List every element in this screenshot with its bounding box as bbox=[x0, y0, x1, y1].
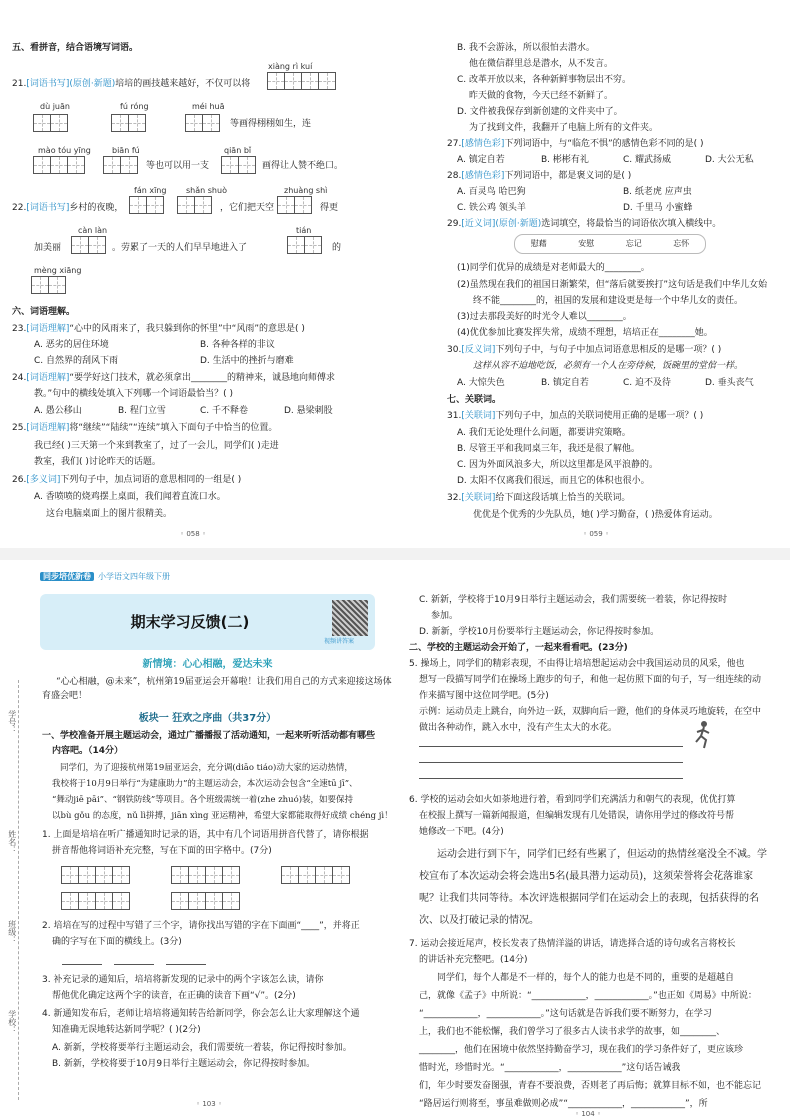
option[interactable]: B. 各种各样的非议 bbox=[200, 340, 275, 350]
q29-s2: (2)虽然现在我们的祖国日渐繁荣，但“落后就要挨打”这句话是我们中华儿女始 bbox=[457, 280, 768, 290]
q29-s4: (4)优优参加比赛发挥失常，成绩不理想，培培正在________她。 bbox=[457, 328, 713, 338]
q2-text2: 确的字写在下面的横线上。(3分) bbox=[52, 937, 182, 947]
q30-sentence: 这样从容不迫地吃饭，必须有一个人在旁侍候，饭碗里的堂倌一样。 bbox=[473, 361, 744, 371]
option[interactable]: A. 百灵鸟 哈巴狗 bbox=[457, 187, 526, 197]
tianzi-grid[interactable] bbox=[34, 114, 68, 132]
option[interactable]: C. 铁公鸡 领头羊 bbox=[457, 203, 526, 213]
q6-text3: 她修改一下吧。(4分) bbox=[419, 827, 504, 837]
q28-text: 28.[感情色彩]下列词语中，都是褒义词的是( ) bbox=[447, 171, 632, 181]
q5-text: 5. 操场上，同学们的精彩表现，不由得让培培想起运动会中我国运动员的风采，他也 bbox=[409, 659, 745, 669]
news-para: 运动会进行到下午，同学们已经有些累了，但运动的热情丝毫没全不减。学 bbox=[437, 849, 767, 860]
option[interactable]: C. 千不释卷 bbox=[200, 406, 249, 416]
q22-line2a: 加美丽 bbox=[34, 243, 62, 253]
q21-line2: 等画得栩栩如生，连 bbox=[230, 119, 312, 129]
q1-text: 1. 上面是培培在听广播通知时记录的语，其中有几个词语用拼音代替了，请你根据 bbox=[42, 830, 369, 840]
option[interactable]: D. 悬梁刺股 bbox=[284, 406, 333, 416]
q29-text: 29.[近义词](原创·新题)选词填空，将最恰当的词语依次填入横线中。 bbox=[447, 219, 722, 229]
pinyin: biān fú bbox=[112, 146, 140, 155]
intro-line: 育盛会吧！ bbox=[42, 691, 88, 701]
tianzi-grid[interactable] bbox=[172, 866, 240, 884]
tianzi-grid[interactable] bbox=[62, 892, 130, 910]
q25-s2: 教室，我们( )讨论昨天的话题。 bbox=[34, 457, 161, 467]
word-option: 忘怀 bbox=[673, 238, 690, 248]
answer-line[interactable] bbox=[419, 778, 683, 779]
answer-line[interactable] bbox=[419, 762, 683, 763]
q24-text: 24.[词语理解]“要学好这门技术，就必须拿出________的精神来，诚恳地向师傅求 bbox=[12, 373, 336, 383]
q21-line3b: 画得让人赞不绝口。 bbox=[262, 161, 344, 171]
page-number: ◦ 104 ◦ bbox=[575, 1110, 602, 1118]
option[interactable]: D. 文件被我保存到新创建的文件夹中了。 bbox=[457, 107, 623, 117]
q22-text: 22.[词语书写]乡村的夜晚， bbox=[12, 203, 124, 213]
binding-line bbox=[18, 680, 19, 1100]
q4-text2: 知准确无误地转达新同学呢？( )(2分) bbox=[52, 1025, 201, 1035]
option[interactable]: D. 垂头丧气 bbox=[705, 378, 754, 388]
notice-line: 以bù gǒu 的态度，nǔ lì拼搏，jiān xìng 亚运精神，希望大家都能取得好成绩 chéng jì！ bbox=[52, 811, 393, 821]
scenario-subtitle: 新情境：心心相融，爱达未来 bbox=[142, 659, 273, 670]
class-label: 班级： bbox=[7, 920, 17, 944]
option[interactable]: D. 千里马 小蜜蜂 bbox=[623, 203, 693, 213]
option-sub: 昨天做的食物，今天已经不新鲜了。 bbox=[469, 91, 614, 101]
pinyin: zhuàng shì bbox=[284, 186, 328, 195]
pinyin: mèng xiāng bbox=[34, 266, 82, 275]
option-sub: 参加。 bbox=[431, 611, 459, 621]
notice-line: 同学们，为了迎接杭州第19届亚运会，充分调(diāo tiáo)动大家的运动热情， bbox=[60, 763, 353, 773]
speech-line: 们，年少时要发奋图强，青春不要浪费，否则老了再后悔；就算目标不如，也不能忘记 bbox=[419, 1081, 762, 1091]
word-option: 慰藉 bbox=[530, 238, 547, 248]
q26-text: 26.[多义词]下列句子中，加点词语的意思相同的一组是( ) bbox=[12, 475, 242, 485]
option-sub: 这台电脑桌面上的图片很精美。 bbox=[46, 509, 173, 519]
word-option: 忘记 bbox=[625, 238, 642, 248]
answer-blank[interactable] bbox=[114, 964, 154, 965]
tianzi-grid[interactable] bbox=[222, 156, 256, 174]
speech-line: “____________，____________。”这句话就是告诉我们要不断努力，在学习 bbox=[419, 1009, 712, 1019]
q2-text: 2. 培培在写的过程中写错了三个字，请你找出写错的字在下面画“____”，并将正 bbox=[42, 921, 360, 931]
pinyin: fú róng bbox=[120, 102, 149, 111]
q31-text: 31.[关联词]下列句子中，加点的关联词使用正确的是哪一项？( ) bbox=[447, 411, 704, 421]
q29-s3: (3)过去那段美好的时光令人难以________。 bbox=[457, 312, 632, 322]
q22-line2b: 。劳累了一天的人们早早地进入了 bbox=[112, 243, 248, 253]
option[interactable]: A. 新新，学校将要举行主题运动会，我们需要统一着装，你记得按时参加。 bbox=[52, 1043, 352, 1053]
tianzi-grid[interactable] bbox=[282, 866, 350, 884]
pinyin: qiān bǐ bbox=[224, 146, 252, 155]
option-sub: 他在微信群里总是潜水，从不发言。 bbox=[469, 59, 614, 69]
speech-line: ________，他们在困境中依然坚持勤奋学习，现在我们的学习条件好了，更应该珍 bbox=[419, 1045, 744, 1055]
notice-line: 我校将于10月9日举行“为建康助力”的主题运动会，本次运动会包含“全速tū jī”、 bbox=[52, 779, 358, 789]
q6-text: 6. 学校的运动会如火如荼地进行着，看到同学们充满活力和朝气的表现，优优打算 bbox=[409, 795, 736, 805]
option[interactable]: C. 新新，学校将于10月9日举行主题运动会，我们需要统一着装，你记得按时 bbox=[419, 595, 728, 605]
section-1-title-cont: 内容吧。（14分） bbox=[52, 746, 124, 756]
section-1-title: 一、学校准备开展主题运动会，通过广播播报了活动通知，一起来听听活动都有哪些 bbox=[42, 731, 376, 741]
tianzi-grid[interactable] bbox=[278, 196, 312, 214]
exam-title: 期末学习反馈(二) bbox=[130, 613, 250, 631]
q7-text: 7. 运动会接近尾声，校长发表了热情洋溢的讲话，请选择合适的诗句或名言将校长 bbox=[409, 939, 736, 949]
tianzi-grid[interactable] bbox=[130, 196, 164, 214]
news-para: 校宣布了本次运动会将会选出5名(最具潜力运动员)，这须荣誉将会花落谁家 bbox=[419, 871, 754, 882]
q32-sentence: 优优是个优秀的少先队员，她( )学习勤奋，( )热爱体育运动。 bbox=[473, 510, 718, 520]
option[interactable]: C. 改革开放以来，各种新鲜事物层出不穷。 bbox=[457, 75, 632, 85]
tianzi-grid[interactable] bbox=[288, 236, 322, 254]
page-number: ◦ 058 ◦ bbox=[180, 530, 207, 538]
q27-text: 27.[感情色彩]下列词语中，与“临危不惧”的感情色彩不同的是( ) bbox=[447, 139, 704, 149]
q3-text: 3. 补充记录的通知后，培培将新发现的记录中的两个字该怎么读，请你 bbox=[42, 975, 324, 985]
page-number: ◦ 059 ◦ bbox=[583, 530, 610, 538]
option[interactable]: C. 自然界的刮风下雨 bbox=[34, 356, 119, 366]
q23-text: 23.[词语理解]“心中的风雨来了，我只躲到你的怀里”中“风雨”的意思是( ) bbox=[12, 324, 305, 334]
q4-text: 4. 新通知发布后，老师让培培将通知转告给新同学，你会怎么让大家理解这个通 bbox=[42, 1009, 360, 1019]
page-059 bbox=[395, 0, 790, 548]
q25-text: 25.[词语理解]将“继续”“陆续”“连续”填入下面句子中恰当的位置。 bbox=[12, 423, 278, 433]
speech-line: “路居运行则将至，事虽难做则必成”“____________，____________”，所 bbox=[419, 1099, 708, 1109]
pinyin: dù juān bbox=[40, 102, 70, 111]
word-bank bbox=[514, 234, 706, 254]
option[interactable]: D. 太阳不仅离我们很远，而且它的体积也很小。 bbox=[457, 476, 650, 486]
q22-line2c: 的 bbox=[332, 243, 342, 253]
title-banner bbox=[40, 594, 375, 650]
q3-text2: 帮他优化确定这两个字的读音，在正确的读音下画“√”。(2分) bbox=[52, 991, 296, 1001]
page-058 bbox=[0, 0, 395, 548]
tianzi-grid[interactable] bbox=[172, 892, 240, 910]
tianzi-grid[interactable] bbox=[32, 276, 66, 294]
q29-s2b: 终不能________的，祖国的发展和建设更是每一个中华儿女的责任。 bbox=[473, 296, 744, 306]
q7-text2: 的讲话补充完整吧。(14分) bbox=[419, 955, 528, 965]
name-label: 姓名： bbox=[7, 830, 17, 854]
answer-blank[interactable] bbox=[62, 964, 102, 965]
answer-line[interactable] bbox=[419, 746, 683, 747]
section-2-title: 二、学校的主题运动会开始了，一起来看看吧。(23分) bbox=[409, 643, 628, 653]
option[interactable]: B. 尽管王平和我同桌三年，我还是很了解他。 bbox=[457, 444, 640, 454]
q1-text2: 拼音帮他将词语补充完整，写在下面的田字格中。(7分) bbox=[52, 846, 272, 856]
speech-line: 上，我们也不能松懈，我们曾学习了很多古人读书求学的故事，如________、 bbox=[419, 1027, 726, 1037]
news-para: 次、以及打破记录的情况。 bbox=[419, 915, 539, 926]
option[interactable]: A. 大惊失色 bbox=[457, 378, 505, 388]
page-104 bbox=[395, 560, 790, 1119]
runner-icon bbox=[692, 720, 712, 750]
option[interactable]: C. 迫不及待 bbox=[623, 378, 672, 388]
q30-text: 30.[反义词]下列句子中，与句子中加点词语意思相反的是哪一项？( ) bbox=[447, 345, 722, 355]
speech-line: 同学们，每个人都是不一样的，每个人的能力也是不同的，重要的是超越自 bbox=[437, 973, 735, 983]
news-para: 呢？让我们共同等待。本次评选根据同学们在运动会上的表现，包括获得的名 bbox=[419, 893, 759, 904]
page-number: ◦ 103 ◦ bbox=[196, 1100, 223, 1108]
student-id-label: 学号： bbox=[7, 710, 17, 734]
option[interactable]: D. 大公无私 bbox=[705, 155, 754, 165]
pinyin: fán xīng bbox=[134, 186, 167, 195]
school-label: 学校： bbox=[7, 1010, 17, 1034]
q6-text2: 在校报上撰写一篇新闻报道，但编辑发现有几处错误，请你用学过的修改符号帮 bbox=[419, 811, 735, 821]
block-title: 板块一 狂欢之序曲（共37分） bbox=[138, 713, 277, 724]
speech-line: 己，就像《孟子》中所说：“____________，____________。”也正如《周易》中所说： bbox=[419, 991, 757, 1001]
q22-line1b: ，它们把天空 bbox=[220, 203, 275, 213]
q32-text: 32.[关联词]给下面这段话填上恰当的关联词。 bbox=[447, 493, 631, 503]
pinyin: méi huā bbox=[192, 102, 225, 111]
q21-line3a: 等也可以用一支 bbox=[146, 161, 210, 171]
pinyin: mào tóu yīng bbox=[38, 146, 91, 155]
tianzi-grid[interactable] bbox=[186, 114, 220, 132]
tianzi-grid[interactable] bbox=[72, 236, 106, 254]
page-gap bbox=[0, 548, 790, 560]
example-line: 做出各种动作，跳入水中，没有产生太大的水花。 bbox=[419, 723, 618, 733]
q29-s1: (1)同学们优异的成绩是对老师最大的________。 bbox=[457, 263, 650, 273]
book-header: 同步培优新卷 小学语文四年级下册 bbox=[40, 572, 170, 583]
option[interactable]: B. 我不会游泳，所以很怕去潜水。 bbox=[457, 43, 595, 53]
section-6-title: 六、词语理解。 bbox=[12, 307, 76, 317]
tianzi-grid[interactable] bbox=[178, 196, 212, 214]
qr-label: 视频讲答案 bbox=[324, 638, 355, 645]
section-5-title: 五、看拼音，结合语境写词语。 bbox=[12, 43, 139, 53]
option[interactable]: B. 彬彬有礼 bbox=[541, 155, 589, 165]
q22-line1c: 得更 bbox=[320, 203, 339, 213]
example-line: 示例：运动员走上跳台，向外边一跃，双脚向后一蹬，他们的身体灵巧地旋转，在空中 bbox=[419, 707, 762, 717]
tianzi-grid[interactable] bbox=[34, 156, 85, 174]
option[interactable]: A. 愚公移山 bbox=[34, 406, 82, 416]
section-7-title: 七、关联词。 bbox=[447, 395, 502, 405]
pinyin: xiàng rì kuí bbox=[268, 62, 313, 71]
pinyin: shǎn shuò bbox=[186, 186, 227, 195]
option[interactable]: D. 新新，学校10月份要举行主题运动会，你记得按时参加。 bbox=[419, 627, 660, 637]
pinyin: càn làn bbox=[78, 226, 108, 235]
option[interactable]: B. 纸老虎 应声虫 bbox=[623, 187, 692, 197]
q25-s1: 我已经( )三天第一个来到教室了，过了一会儿，同学们( )走进 bbox=[34, 441, 279, 451]
option[interactable]: A. 我们无论处理什么问题，都要讲究策略。 bbox=[457, 428, 631, 438]
q5-text2: 想写一段描写同学们在操场上跑步的句子，和他一起仿照下面的句子，写一组连续的动 bbox=[419, 675, 762, 685]
tianzi-grid[interactable] bbox=[104, 156, 138, 174]
option[interactable]: B. 镇定自若 bbox=[541, 378, 589, 388]
option-sub: 为了找到文件，我翻开了电脑上所有的文件夹。 bbox=[469, 123, 659, 133]
intro-line: “心心相融，@未来”，杭州第19届亚运会开幕啦！让我们用自己的方式来迎接这场体 bbox=[56, 677, 392, 687]
option[interactable]: C. 因为外面风浪多大，所以这里都是风平浪静的。 bbox=[457, 460, 659, 470]
notice-line: “舞动jiē pāi”、“钢铁防线”等项目。各个班级需统一着(zhe zhuó)装，如要保持 bbox=[52, 795, 354, 805]
page-103 bbox=[0, 560, 395, 1119]
tianzi-grid[interactable] bbox=[112, 114, 146, 132]
answer-blank[interactable] bbox=[166, 964, 206, 965]
q5-text3: 作来描写图中这位同学吧。(5分) bbox=[419, 691, 549, 701]
option[interactable]: D. 生活中的挫折与磨难 bbox=[200, 356, 294, 366]
pinyin: tián bbox=[296, 226, 312, 235]
tianzi-grid[interactable] bbox=[62, 866, 130, 884]
option[interactable]: A. 恶劣的居住环境 bbox=[34, 340, 109, 350]
option[interactable]: A. 香喷喷的烧鸡摆上桌面，我们闻着直流口水。 bbox=[34, 492, 226, 502]
option[interactable]: B. 程门立雪 bbox=[118, 406, 166, 416]
option[interactable]: B. 新新，学校将要于10月9日举行主题运动会，你记得按时参加。 bbox=[52, 1059, 316, 1069]
speech-line: 惜时光，珍惜时光。“____________，____________”这句话告诫我 bbox=[419, 1063, 681, 1073]
q24-text2: 教。”句中的横线处填入下列哪一个词语最恰当？( ) bbox=[34, 389, 234, 399]
q21-text: 21.[词语书写](原创·新题)培培的画技越来越好，不仅可以将 bbox=[12, 79, 251, 89]
word-option: 安慰 bbox=[578, 238, 595, 248]
option[interactable]: A. 镇定自若 bbox=[457, 155, 505, 165]
qr-code-icon[interactable] bbox=[332, 600, 368, 636]
option[interactable]: C. 耀武扬威 bbox=[623, 155, 672, 165]
tianzi-grid[interactable] bbox=[268, 72, 336, 90]
